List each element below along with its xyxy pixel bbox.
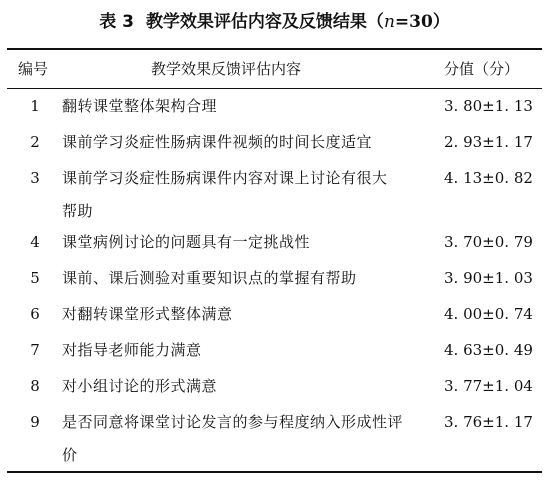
row-score: 3. 80±1. 13 <box>444 97 533 115</box>
row-score: 3. 77±1. 04 <box>444 377 533 395</box>
sample-size-value: =30） <box>394 12 450 32</box>
row-content: 课堂病例讨论的问题具有一定挑战性 <box>62 233 311 251</box>
bottom-rule <box>7 471 542 473</box>
row-score: 4. 13±0. 82 <box>444 169 533 187</box>
row-score: 4. 00±0. 74 <box>444 305 533 323</box>
row-content: 翻转课堂整体架构合理 <box>62 97 218 115</box>
row-content: 课前、课后测验对重要知识点的掌握有帮助 <box>62 269 357 287</box>
row-score: 3. 76±1. 17 <box>444 413 533 431</box>
table-title-text: 教学效果评估内容及反馈结果（ <box>145 12 384 32</box>
row-number: 8 <box>30 377 40 395</box>
row-number: 3 <box>30 169 40 187</box>
table-caption <box>0 10 549 34</box>
header-number: 编号 <box>18 60 49 78</box>
row-score: 2. 93±1. 17 <box>444 133 533 151</box>
row-score: 4. 63±0. 49 <box>444 341 533 359</box>
top-rule <box>7 48 542 50</box>
header-content: 教学效果反馈评估内容 <box>151 60 302 78</box>
row-number: 7 <box>30 341 40 359</box>
row-content: 课前学习炎症性肠病课件视频的时间长度适宜 <box>62 133 373 151</box>
row-content: 对小组讨论的形式满意 <box>62 377 218 395</box>
row-content: 课前学习炎症性肠病课件内容对课上讨论有很大帮助 <box>62 169 388 220</box>
header-score: 分值（分） <box>444 60 520 78</box>
row-score: 3. 90±1. 03 <box>444 269 533 287</box>
row-content: 对指导老师能力满意 <box>62 341 202 359</box>
row-number: 6 <box>30 305 40 323</box>
sample-size-variable: n <box>383 12 395 32</box>
header-rule <box>7 88 542 89</box>
row-number: 1 <box>30 97 40 115</box>
table-label: 表 3 <box>99 12 134 32</box>
row-content: 对翻转课堂形式整体满意 <box>62 305 233 323</box>
row-number: 4 <box>30 233 40 251</box>
row-number: 9 <box>30 413 40 431</box>
row-number: 5 <box>30 269 40 287</box>
row-score: 3. 70±0. 79 <box>444 233 533 251</box>
table-title <box>146 12 450 32</box>
row-number: 2 <box>30 133 40 151</box>
row-content: 是否同意将课堂讨论发言的参与程度纳入形成性评价 <box>62 413 404 464</box>
